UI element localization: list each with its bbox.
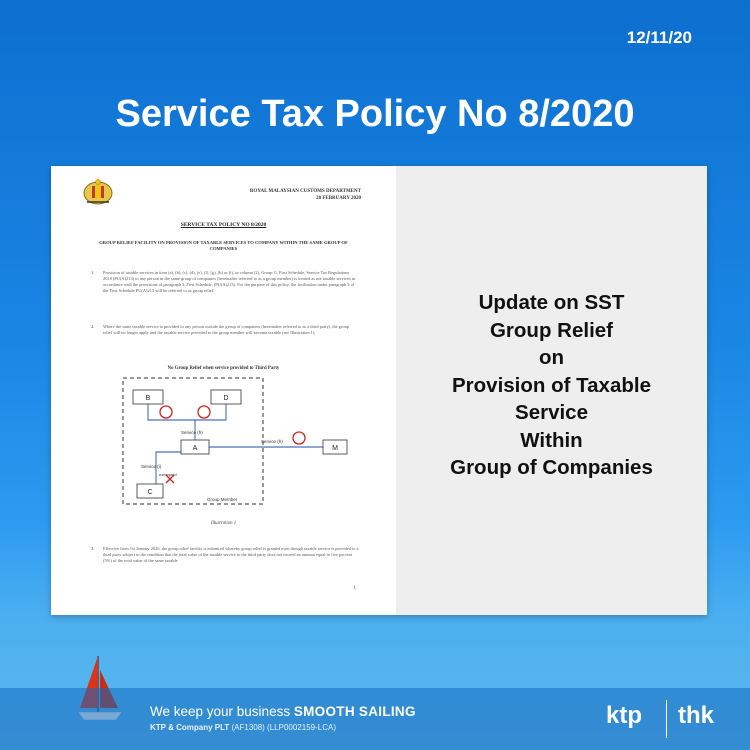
group-member-label: Group Member [207, 497, 238, 502]
headline-line: Group Relief [489, 318, 613, 342]
group-relief-diagram [111, 372, 351, 512]
paragraph-number: 2. [91, 324, 95, 329]
document-paragraph-2: Where the same taxable service is provided to any person outside the group of companies (hereinafter referred to as a third party), the group relief will no longer apply and the taxable service provided to the group member will become taxable (see Illustration 1). [103, 324, 350, 335]
node-d-label: D [223, 395, 229, 402]
paragraph-number: 3. [91, 546, 95, 551]
policy-document-image [51, 166, 396, 615]
page-title: Service Tax Policy No 8/2020 [115, 93, 635, 135]
headline-line: Provision of Taxable [452, 373, 651, 397]
document-date: 20 FEBRUARY 2020 [316, 196, 361, 201]
tagline-bold: SMOOTH SAILING [293, 704, 416, 719]
date-label: 12/11/20 [626, 28, 692, 47]
content-card [51, 166, 707, 615]
node-c-label: C [147, 489, 153, 496]
illustration-label: Illustration 1 [210, 521, 237, 526]
service-label-c: Service (i) [141, 464, 162, 469]
headline-line: Within [520, 428, 583, 452]
node-b-label: B [145, 395, 151, 402]
headline-line: Update on SST [478, 291, 625, 315]
company-line [150, 723, 336, 732]
service-label-m: Service (h) [261, 439, 283, 444]
exempt-label: exempted [159, 472, 177, 477]
document-paragraph-3: Effective from 1st January 2020, the group relief facility is enhanced whereby group relief is granted even though taxable service is provided to a third party subject to the condition that the total value of the taxable service to the third party does not exceed an amount equal to five percent (5%) of the total value of the same taxable [103, 546, 359, 563]
headline-line: on [538, 346, 565, 370]
page-number: 1 [353, 586, 356, 591]
paragraph-number: 1. [91, 270, 95, 275]
document-department-line1: ROYAL MALAYSIAN CUSTOMS DEPARTMENT [249, 189, 361, 194]
footer-tagline [150, 704, 416, 719]
node-m-label: M [332, 445, 338, 452]
headline-line: Service [515, 401, 588, 425]
node-a-label: A [192, 445, 198, 452]
no-relief-marker-icon [160, 406, 172, 418]
company-registration: (AF1308) (LLP0002159-LCA) [229, 723, 336, 732]
document-department [201, 188, 361, 202]
figure-caption: No Group Relief when service provided to Third Party [167, 366, 280, 371]
document-subtitle: GROUP RELIEF FACILITY ON PROVISION OF TAXABLE SERVICES TO COMPANY WITHIN THE SAME GROUP OF COMPANIES [99, 240, 348, 251]
tagline-prefix: We keep your business [150, 704, 294, 719]
malaysia-crest-icon [81, 178, 115, 208]
no-relief-marker-icon [293, 432, 305, 444]
headline-panel [396, 166, 707, 615]
no-relief-marker-icon [198, 406, 210, 418]
ktp-logo: ktp [606, 702, 642, 729]
headline-line: Group of Companies [450, 456, 653, 480]
service-label-a: Service (h) [181, 430, 203, 435]
thk-logo: thk [678, 702, 714, 729]
company-name: KTP & Company PLT [150, 723, 230, 732]
document-paragraph-1: Provision of taxable services in item (a), (b), (c), (d), (e), (f), (g), (h) or (i), in column (2), Group G, First Schedule, Service Tax Regulations 2018 (PU(A)213) to any person in the same group of companies (hereinafter referred to as a group member) is treated as not taxable services in accordance with the provisions of paragraph 3, First Schedule, (PU(A)213). For the purpose of this policy, the facilitation under paragraph 3 of the First Schedule PU(A)213 will be referred to as group relief. [103, 270, 356, 293]
document-title: SERVICE TAX POLICY NO 8/2020 [180, 222, 267, 228]
logo-divider [666, 700, 667, 738]
headline-text [450, 289, 653, 482]
